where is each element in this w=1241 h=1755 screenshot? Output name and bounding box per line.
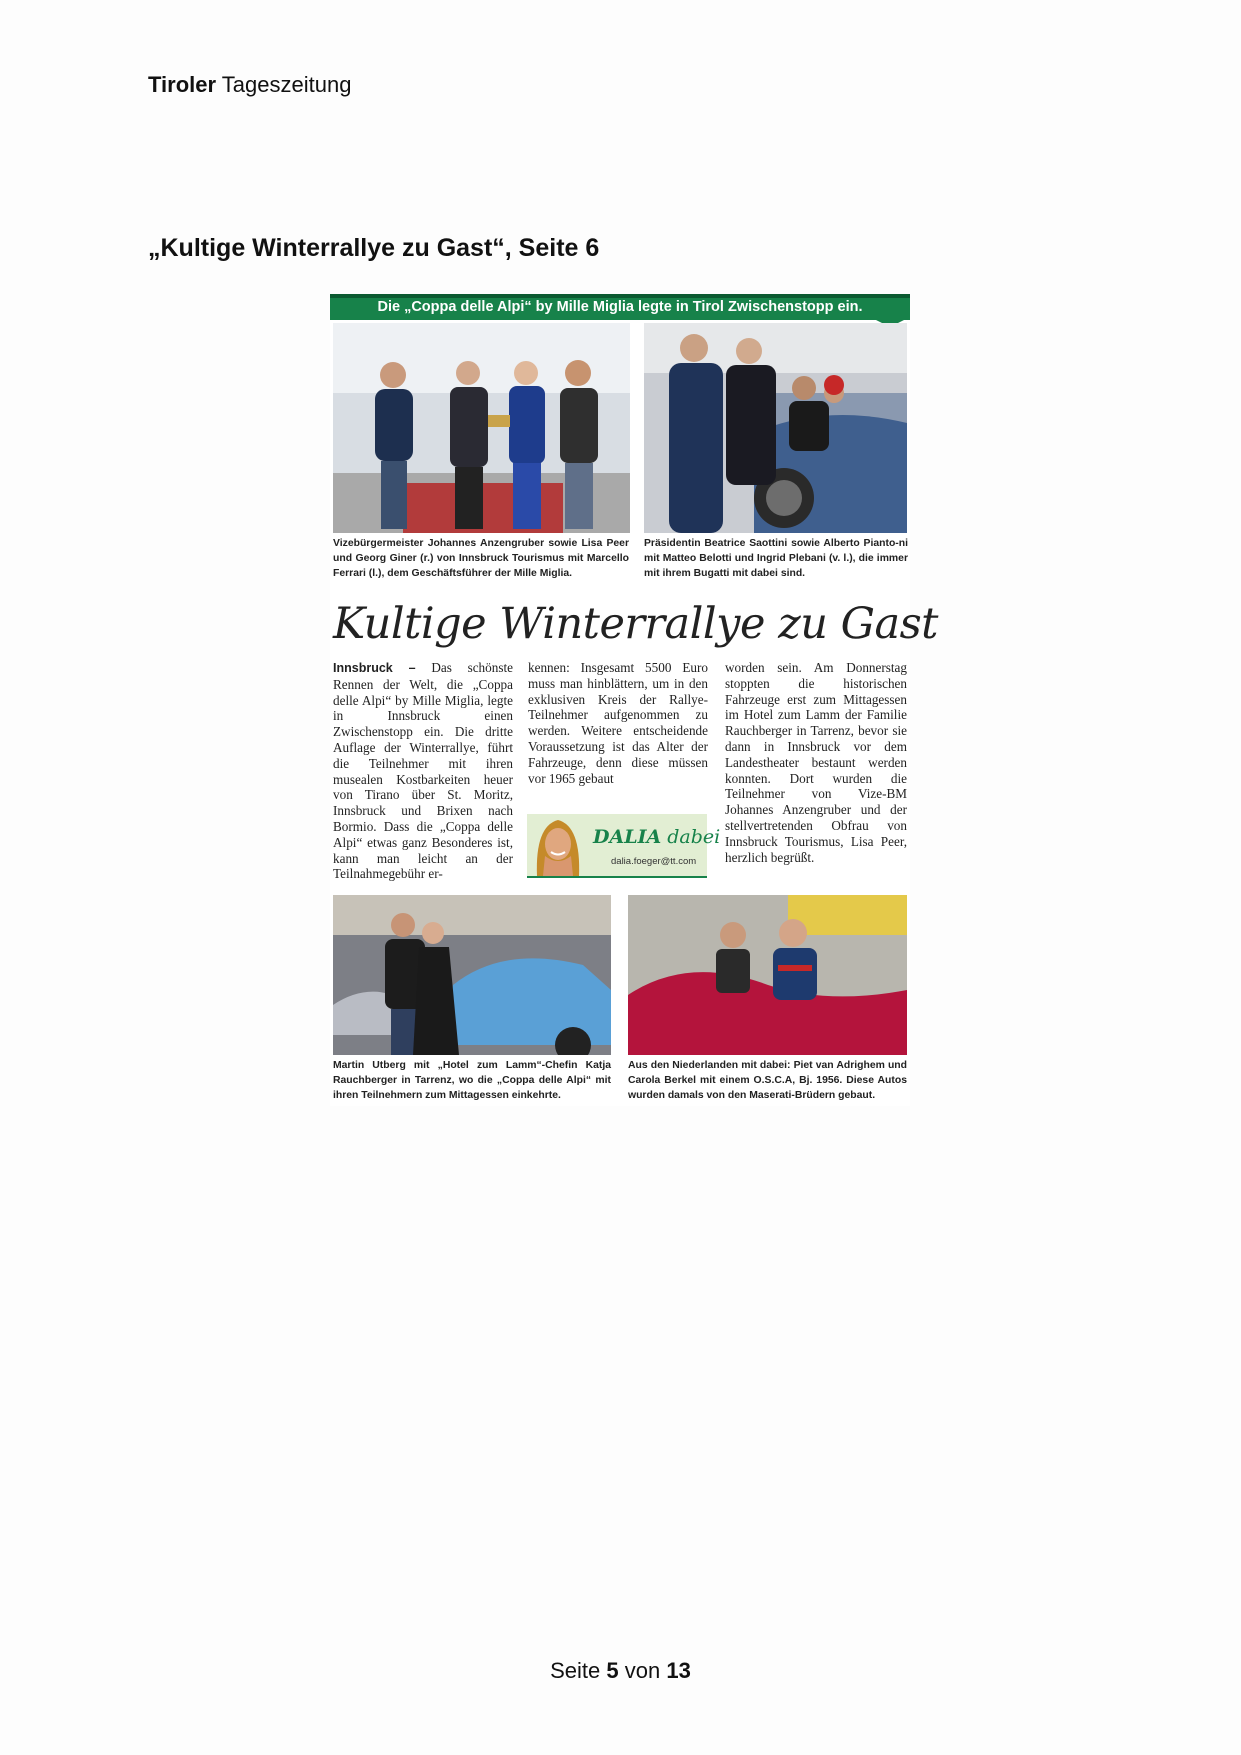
footer-prefix: Seite: [550, 1658, 601, 1683]
columnist-box: [527, 814, 721, 878]
footer-page-number: 5: [606, 1658, 619, 1683]
clip-banner: Die „Coppa delle Alpi“ by Mille Miglia legte in Tirol Zwischenstopp ein.: [330, 294, 910, 320]
page-footer: [0, 1658, 1241, 1684]
columnist-logo: [593, 826, 720, 848]
photo-group-trophy: [333, 323, 630, 533]
footer-middle: von: [624, 1658, 661, 1683]
document-title: „Kultige Winterrallye zu Gast“, Seite 6: [148, 234, 600, 262]
article-column-1: [333, 660, 513, 882]
article-column-3: worden sein. Am Donnerstag stoppten die historischen Fahrzeuge erst zum Mittagessen im Hotel zum Lamm der Familie Rauchberger in Tarrenz, bevor sie dann in Innsbruck vor dem Landestheater bestaunt werden konnten. Dort wurden die Teilnehmer von Vize-BM Johannes Anzengruber und der stellvertretenden Obfrau von Innsbruck Tourismus, Lisa Peer, herzlich begrüßt.: [725, 660, 907, 865]
caption-top-left: Vizebürgermeister Johannes Anzengruber sowie Lisa Peer und Georg Giner (r.) von Innsbruck Tourismus mit Marcello Ferrari (l.), dem Geschäftsführer der Mille Miglia.: [333, 538, 629, 579]
caption-bottom-left: Martin Utberg mit „Hotel zum Lamm“-Chefin Katja Rauchberger in Tarrenz, wo die „Coppa delle Alpi“ mit ihren Teilnehmern zum Mittagessen einkehrte.: [333, 1060, 611, 1101]
photo-bugatti: [644, 323, 907, 533]
column-1-text: Das schönste Rennen der Welt, die „Coppa delle Alpi“ by Mille Miglia, legte in Innsbruck einen Zwischenstopp ein. Die dritte Auflage der Winterrallye, führt die Teilnehmer mit ihren musealen Kostbarkeiten heuer von Tirano über St. Moritz, Innsbruck und Brixen nach Bormio. Dass die „Coppa delle Alpi“ etwas ganz Besonderes ist, kann man leicht an der Teilnahmegebühr er-: [333, 660, 513, 882]
columnist-name: DALIA: [593, 826, 662, 848]
article-column-2: kennen: Insgesamt 5500 Euro muss man hinblättern, um in den exklusiven Kreis der Rallye-Teilnehmer aufgenommen zu werden. Weitere entscheidende Voraussetzung ist das Alter der Fahrzeuge, denn diese müssen vor 1965 gebaut: [528, 660, 708, 786]
footer-total-pages: 13: [666, 1658, 691, 1683]
publication-name-bold: Tiroler: [148, 72, 217, 97]
publication-name-rest: Tageszeitung: [221, 72, 352, 97]
columnist-dabei: dabei: [667, 826, 721, 848]
photo-couple-car: [333, 895, 611, 1055]
dateline: Innsbruck –: [333, 661, 416, 675]
photo-osca-car: [628, 895, 907, 1055]
caption-bottom-right: Aus den Niederlanden mit dabei: Piet van Adrighem und Carola Berkel mit einem O.S.C.A, Bj. 1956. Diese Autos wurden damals von den Maserati-Brüdern gebaut.: [628, 1060, 907, 1101]
columnist-portrait: [533, 816, 583, 876]
publication-name: [148, 72, 351, 98]
columnist-email: dalia.foeger@tt.com: [611, 856, 697, 867]
newspaper-clipping: [330, 294, 938, 1106]
article-headline: Kultige Winterrallye zu Gast: [333, 599, 938, 649]
caption-top-right: Präsidentin Beatrice Saottini sowie Alberto Pianto-ni mit Matteo Belotti und Ingrid Plebani (v. l.), die immer mit ihrem Bugatti mit dabei sind.: [644, 538, 908, 579]
